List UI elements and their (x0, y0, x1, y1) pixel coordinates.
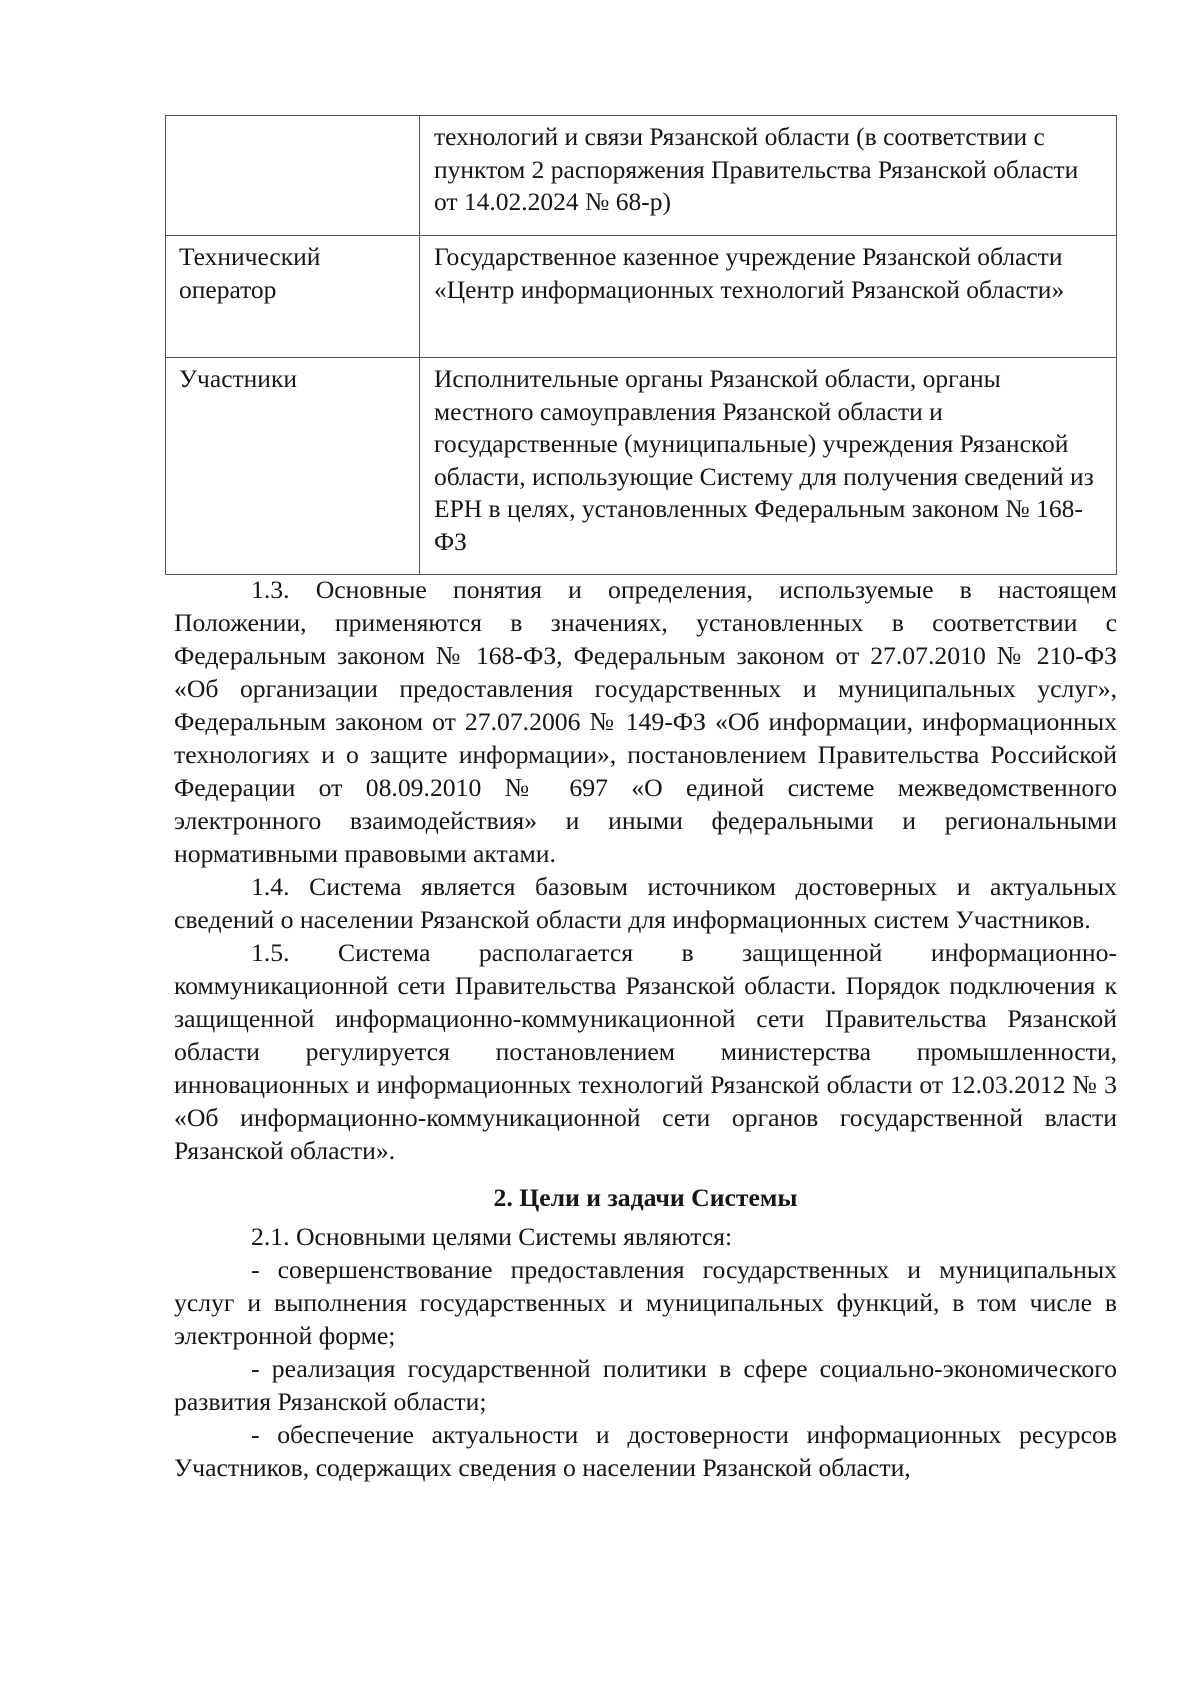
paragraph-1-5: 1.5. Система располагается в защищенной информационно-коммуникационной сети Правительства Рязанской области. Порядок подключения к защищенной информационно-коммуникационной сети Правительства Рязанской области регулируется постановлением министерства промышленности, инновационных и информационных технологий Рязанской области от 12.03.2012 № 3 «Об информационно-коммуникационной сети органов государственной власти Рязанской области». (174, 938, 1117, 1165)
bullet-item: - реализация государственной политики в сфере социально-экономического развития Рязанской области; (174, 1354, 1117, 1416)
table-cell-value: Исполнительные органы Рязанской области, органы местного самоуправления Рязанской области и государственные (муниципальные) учреждения Рязанской области, использующие Систему для получения сведений из ЕРН в целях, установленных Федеральным законом № 168-ФЗ (420, 358, 1117, 575)
paragraph-1-3: 1.3. Основные понятия и определения, используемые в настоящем Положении, применяются в значениях, установленных в соответствии с Федеральным законом № 168-ФЗ, Федеральным законом от 27.07.2010 № 210-ФЗ «Об организации предоставления государственных и муниципальных услуг», Федеральным законом от 27.07.2006 № 149-ФЗ «Об информации, информационных технологиях и о защите информации», постановлением Правительства Российской Федерации от 08.09.2010 № 697 «О единой системе межведомственного электронного взаимодействия» и иными федеральными и региональными нормативными правовыми актами. (174, 575, 1117, 868)
table-cell-label (166, 116, 420, 236)
bullet-item: - совершенствование предоставления государственных и муниципальных услуг и выполнения государственных и муниципальных функций, в том числе в электронной форме; (174, 1255, 1117, 1350)
table-cell-value: Государственное казенное учреждение Рязанской области «Центр информационных технологий Рязанской области» (420, 236, 1117, 358)
paragraph-2-1: 2.1. Основными целями Системы являются: (251, 1222, 733, 1251)
table-row (166, 236, 1117, 358)
bullet-item: - обеспечение актуальности и достоверности информационных ресурсов Участников, содержащих сведения о населении Рязанской области, (174, 1420, 1117, 1482)
table-row (166, 116, 1117, 236)
document-body (174, 573, 1117, 1484)
table-cell-label: Участники (166, 358, 420, 575)
paragraph-1-4: 1.4. Система является базовым источником достоверных и актуальных сведений о населении Рязанской области для информационных систем Участников. (174, 872, 1117, 934)
table-cell-label: Технический оператор (166, 236, 420, 358)
table-row (166, 358, 1117, 575)
info-table (165, 115, 1117, 575)
section-2-title: 2. Цели и задачи Системы (493, 1183, 798, 1212)
table-cell-value: технологий и связи Рязанской области (в соответствии с пунктом 2 распоряжения Правительства Рязанской области от 14.02.2024 № 68-р) (420, 116, 1117, 236)
